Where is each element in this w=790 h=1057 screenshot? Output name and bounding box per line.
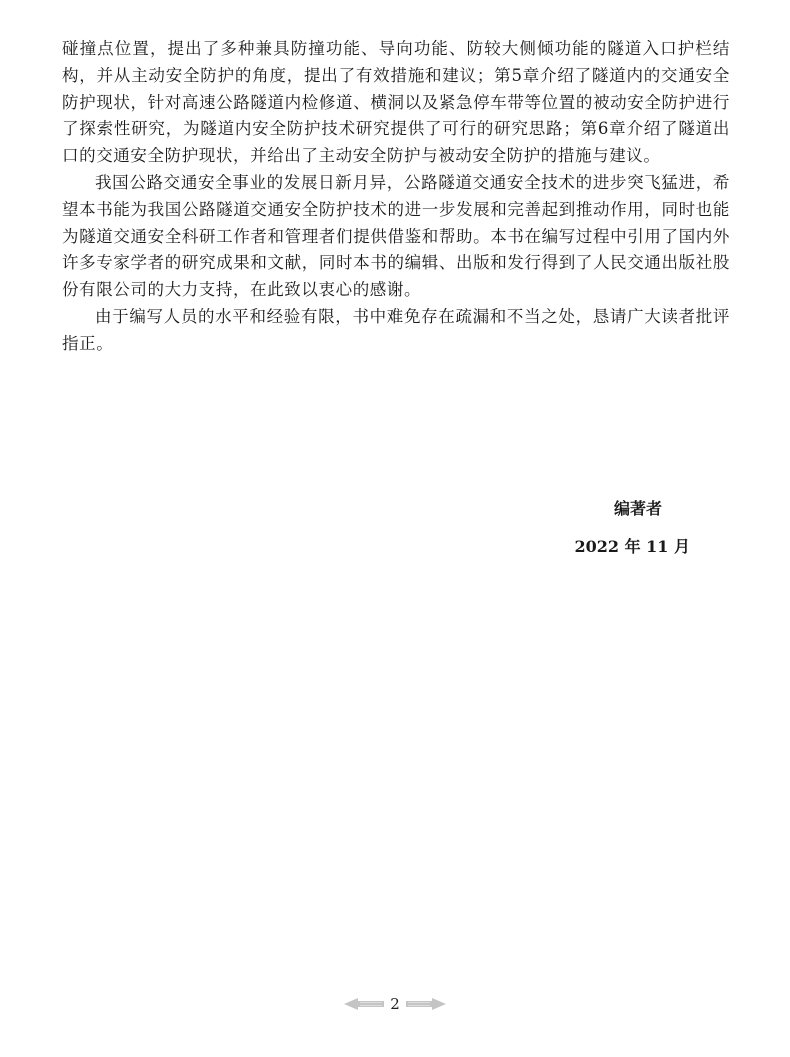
preface-body bbox=[62, 36, 730, 358]
paragraph-3: 由于编写人员的水平和经验有限，书中难免存在疏漏和不当之处，恳请广大读者批评指正。 bbox=[62, 306, 730, 353]
page-number: 2 bbox=[390, 995, 400, 1013]
paragraph-1: 碰撞点位置，提出了多种兼具防撞功能、导向功能、防较大侧倾功能的隧道入口护栏结构，并从主动安全防护的角度，提出了有效措施和建议；第5章介绍了隧道内的交通安全防护现状，针对高速公路隧道内检修道、横洞以及紧急停车带等位置的被动安全防护进行了探索性研究，为隧道内安全防护技术研究提供了可行的研究思路；第6章介绍了隧道出口的交通安全防护现状，并给出了主动安全防护与被动安全防护的措施与建议。 bbox=[62, 39, 730, 166]
signature-author: 编著者 bbox=[613, 499, 662, 518]
right-arrow-icon bbox=[406, 997, 446, 1011]
paragraph-2: 我国公路交通安全事业的发展日新月异，公路隧道交通安全技术的进步突飞猛进，希望本书能为我国公路隧道交通安全防护技术的进一步发展和完善起到推动作用，同时也能为隧道交通安全科研工作者和管理者们提供借鉴和帮助。本书在编写过程中引用了国内外许多专家学者的研究成果和文献，同时本书的编辑、出版和发行得到了人民交通出版社股份有限公司的大力支持，在此致以衷心的感谢。 bbox=[62, 172, 730, 300]
signature-date: 2022 年 11 月 bbox=[574, 537, 690, 556]
left-arrow-icon bbox=[344, 997, 384, 1011]
page-footer bbox=[0, 994, 790, 1014]
